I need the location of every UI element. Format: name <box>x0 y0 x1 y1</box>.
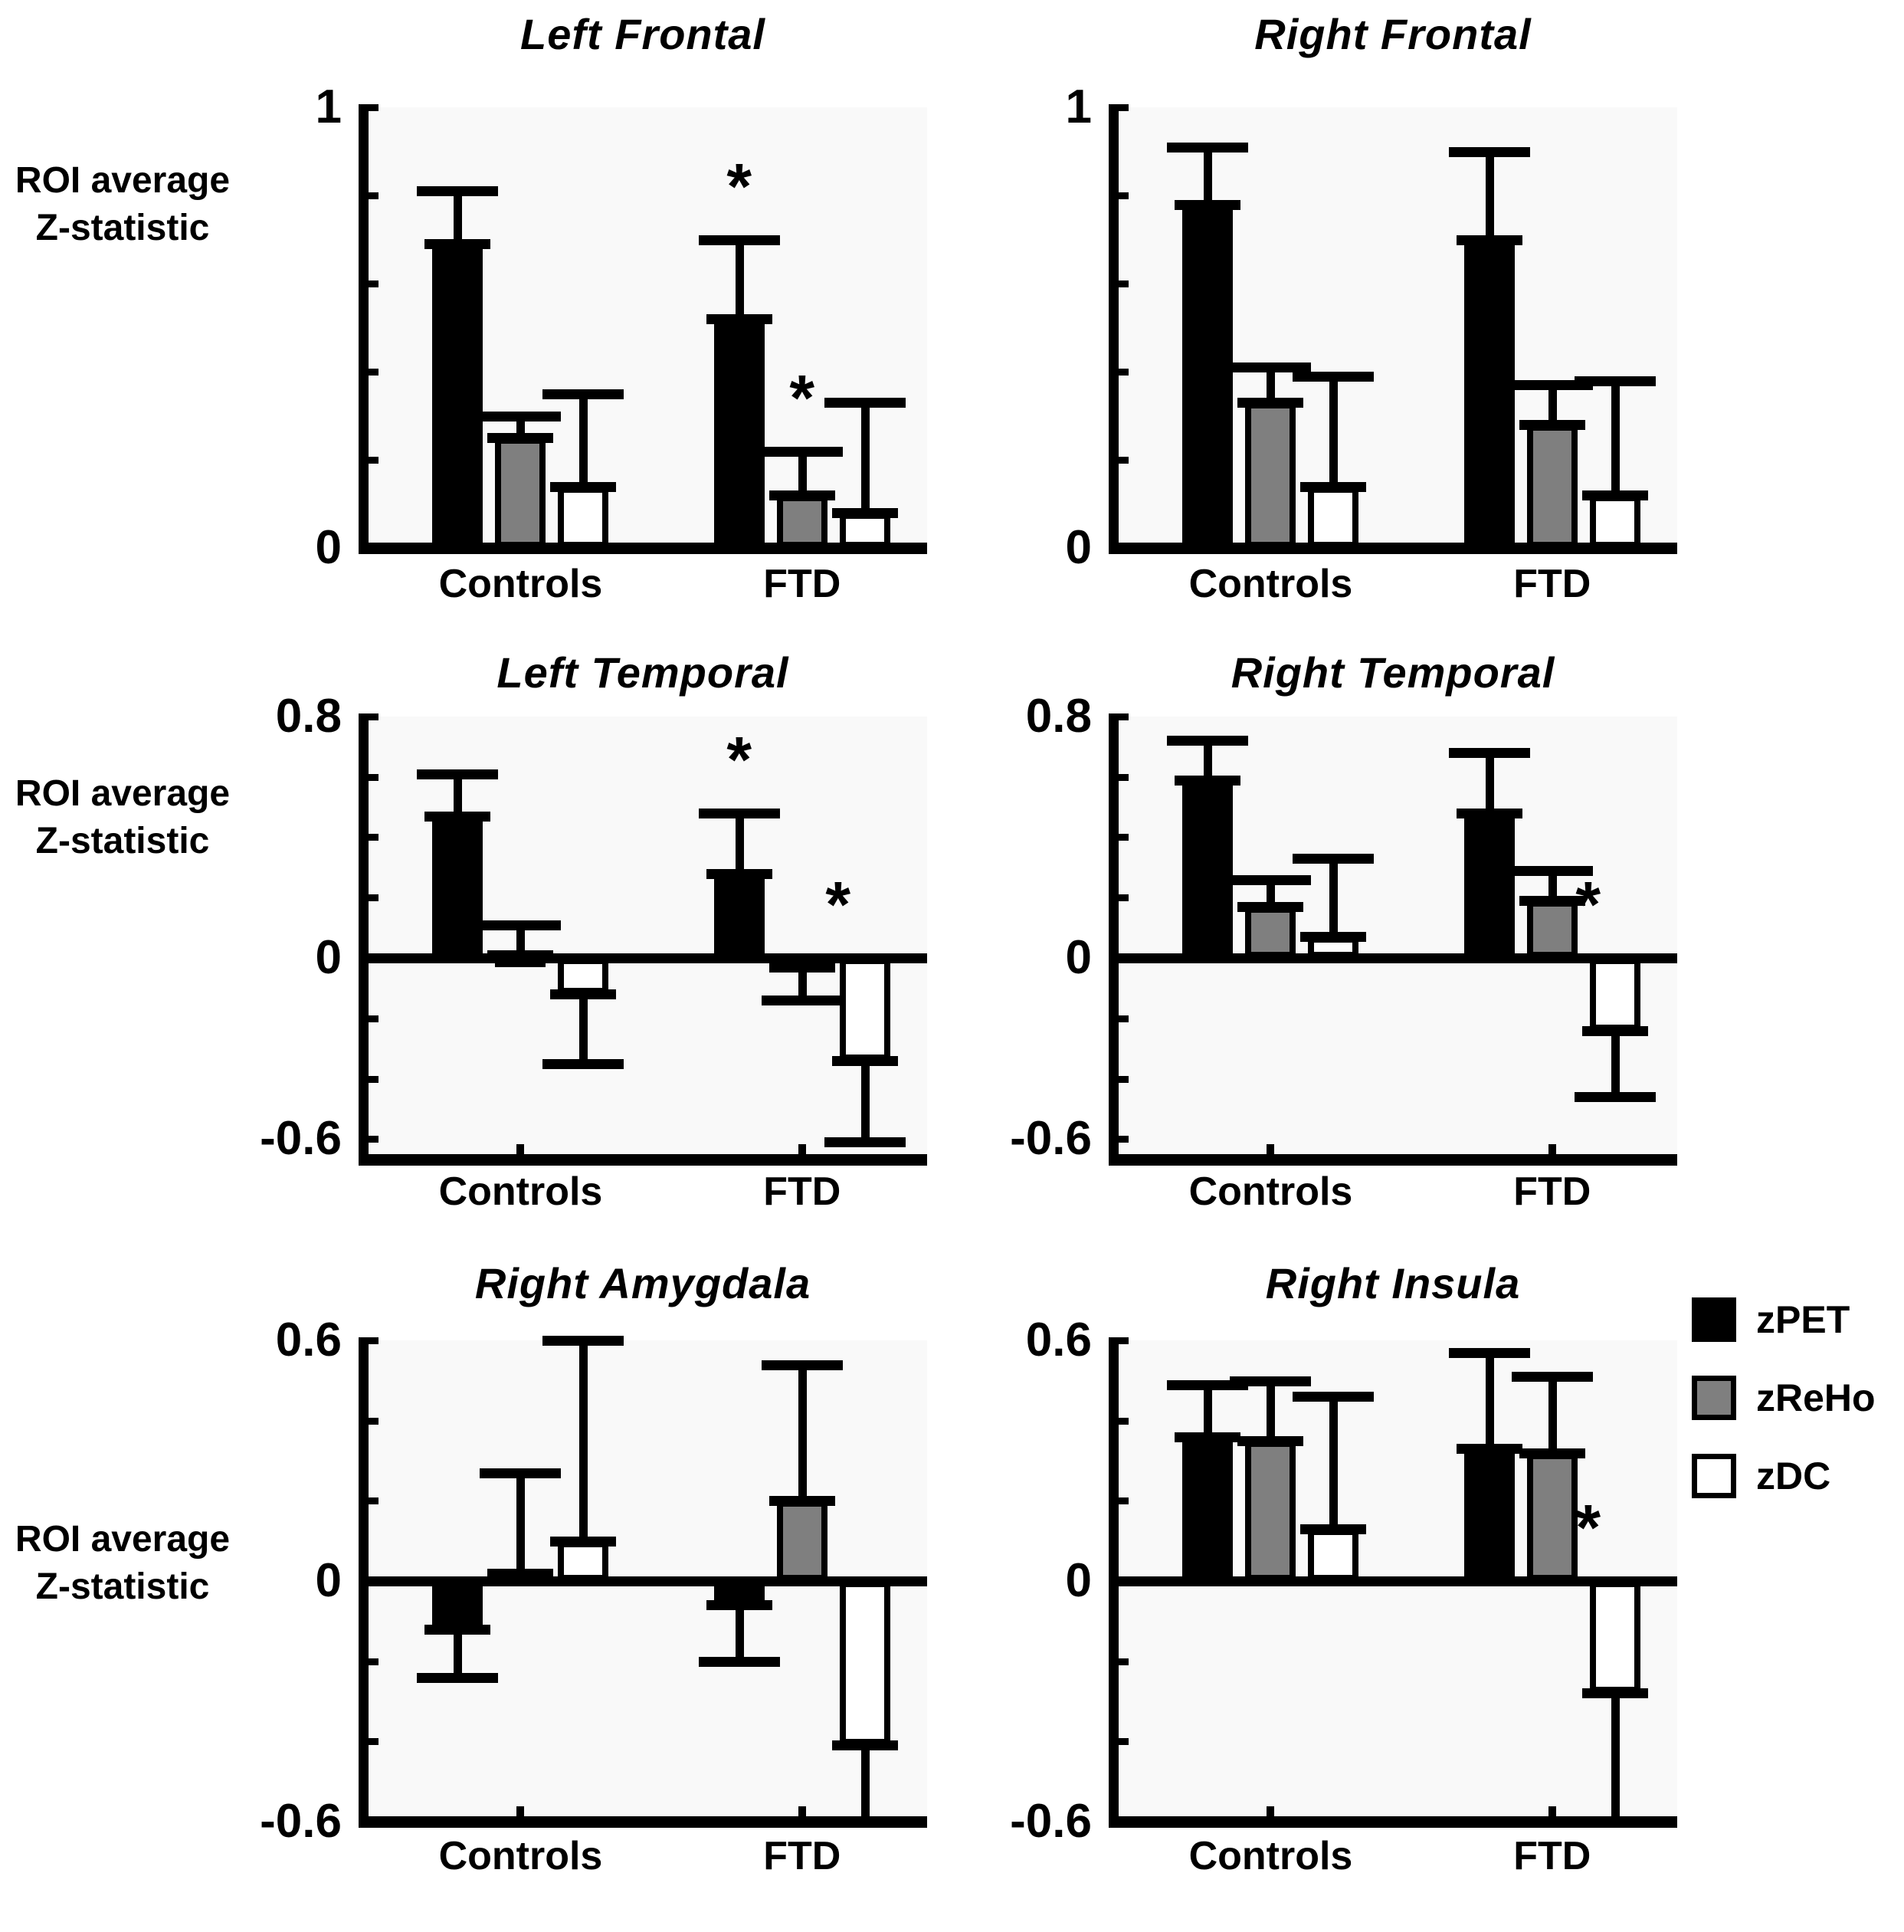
error-whisker-zpet-controls <box>454 774 462 816</box>
y-axis-label-line2: Z-statistic <box>35 1566 210 1608</box>
bar-zreho-ftd <box>1527 425 1578 548</box>
error-whisker-zreho-ftd <box>1548 385 1557 425</box>
error-cap-outer-zdc-controls <box>542 389 624 399</box>
y-tick-right-amygdala <box>359 1497 379 1504</box>
y-tick-right-frontal <box>1109 545 1129 552</box>
error-whisker-zpet-ftd <box>736 1605 744 1661</box>
error-cap-outer-zpet-controls <box>417 186 498 196</box>
y-axis-label-line1: ROI average <box>15 773 231 814</box>
x-group-tick-right-insula <box>1267 1806 1274 1819</box>
y-axis-label-row2 <box>0 770 245 866</box>
error-cap-inner-zreho-controls <box>487 950 553 960</box>
error-cap-outer-zdc-ftd <box>824 1137 906 1147</box>
x-category-label-ftd: FTD <box>1513 562 1591 606</box>
error-cap-inner-zpet-controls <box>1175 200 1240 210</box>
x-group-tick-left-temporal <box>798 1144 806 1156</box>
error-cap-outer-zreho-ftd <box>762 447 843 457</box>
legend-label-zdc: zDC <box>1756 1455 1831 1497</box>
zpet-swatch-icon <box>1692 1297 1736 1342</box>
y-tick-left-temporal <box>359 1136 379 1143</box>
x-category-label-controls: Controls <box>1188 1834 1353 1878</box>
panel-title-right-temporal: Right Temporal <box>1231 648 1555 697</box>
bar-zreho-controls <box>1245 907 1296 958</box>
error-whisker-zdc-ftd <box>1611 1031 1620 1097</box>
y-tick-right-temporal <box>1109 834 1129 841</box>
error-cap-outer-zpet-ftd <box>1449 748 1530 758</box>
y-tick-label-right-insula: 0.6 <box>1025 1314 1092 1367</box>
bar-zdc-ftd <box>1590 958 1640 1031</box>
error-cap-outer-zreho-controls <box>480 1468 561 1478</box>
error-cap-outer-zdc-ftd <box>824 398 906 408</box>
error-cap-outer-zdc-ftd <box>1575 1092 1656 1102</box>
y-tick-label-right-amygdala: 0.6 <box>275 1314 342 1367</box>
error-whisker-zreho-ftd <box>1548 1376 1557 1452</box>
y-tick-right-insula <box>1109 1497 1129 1504</box>
panel-title-left-temporal: Left Temporal <box>496 648 789 697</box>
x-category-label-ftd: FTD <box>763 1169 841 1214</box>
error-cap-outer-zpet-controls <box>417 769 498 779</box>
y-tick-label-right-frontal: 1 <box>1065 80 1092 133</box>
error-whisker-zdc-controls <box>1329 376 1338 487</box>
bar-zreho-ftd <box>777 495 827 548</box>
error-cap-outer-zdc-controls <box>542 1336 624 1346</box>
y-tick-label-left-frontal: 0 <box>315 521 342 574</box>
y-tick-right-insula <box>1109 1337 1129 1344</box>
y-axis-label-line2: Z-statistic <box>35 821 210 862</box>
error-whisker-zpet-ftd <box>1486 152 1494 240</box>
x-category-label-controls: Controls <box>438 1169 603 1214</box>
bar-zdc-controls <box>558 1541 608 1581</box>
significance-asterisk-zdc-ftd: * <box>1575 1491 1601 1563</box>
bar-zreho-controls <box>1245 1441 1296 1581</box>
x-group-tick-right-temporal <box>1548 1144 1556 1156</box>
error-cap-outer-zpet-ftd <box>699 809 780 818</box>
error-whisker-zpet-ftd <box>736 240 744 320</box>
y-tick-left-frontal <box>359 192 379 199</box>
y-tick-left-temporal <box>359 834 379 841</box>
y-tick-left-frontal <box>359 104 379 111</box>
error-cap-outer-zreho-controls <box>480 920 561 930</box>
y-tick-left-frontal <box>359 457 379 464</box>
bar-zpet-controls <box>432 816 483 958</box>
y-tick-label-right-amygdala: 0 <box>315 1554 342 1607</box>
y-tick-label-left-frontal: 1 <box>315 80 342 133</box>
panel-title-right-amygdala: Right Amygdala <box>474 1259 811 1307</box>
y-tick-left-frontal <box>359 369 379 376</box>
error-whisker-zdc-controls <box>1329 858 1338 936</box>
y-tick-label-right-amygdala: -0.6 <box>260 1794 342 1848</box>
x-category-label-controls: Controls <box>1188 1169 1353 1214</box>
bar-zpet-ftd <box>1464 240 1515 549</box>
error-cap-inner-zreho-ftd <box>769 490 835 500</box>
error-cap-outer-zreho-ftd <box>762 996 843 1005</box>
error-cap-outer-zpet-ftd <box>1449 147 1530 157</box>
y-tick-label-right-temporal: -0.6 <box>1010 1112 1092 1166</box>
error-whisker-zdc-ftd <box>861 1061 870 1142</box>
y-axis-left-temporal <box>359 717 369 1166</box>
x-category-label-controls: Controls <box>1188 562 1353 606</box>
error-cap-outer-zpet-ftd <box>1449 1348 1530 1358</box>
y-tick-right-amygdala <box>359 1578 379 1585</box>
bar-zpet-controls <box>1182 1437 1233 1581</box>
y-tick-left-temporal <box>359 894 379 901</box>
y-tick-label-right-temporal: 0.8 <box>1025 689 1092 743</box>
bar-zdc-ftd <box>840 1581 890 1745</box>
zdc-swatch-icon <box>1692 1454 1736 1498</box>
y-tick-right-frontal <box>1109 369 1129 376</box>
error-cap-outer-zreho-ftd <box>1512 1372 1593 1382</box>
y-axis-left-frontal <box>359 107 369 554</box>
legend-label-zreho: zReHo <box>1756 1376 1876 1419</box>
error-cap-outer-zpet-controls <box>1167 736 1248 746</box>
error-cap-outer-zreho-controls <box>1230 875 1311 885</box>
y-tick-left-temporal <box>359 955 379 962</box>
bar-zpet-controls <box>432 244 483 548</box>
error-cap-inner-zpet-controls <box>1175 776 1240 786</box>
y-tick-left-temporal <box>359 713 379 720</box>
x-category-label-ftd: FTD <box>763 562 841 606</box>
error-cap-inner-zdc-controls <box>550 482 616 492</box>
y-tick-label-right-frontal: 0 <box>1065 521 1092 574</box>
x-category-label-ftd: FTD <box>1513 1834 1591 1878</box>
error-cap-outer-zdc-controls <box>542 1059 624 1069</box>
zreho-swatch-icon <box>1692 1376 1736 1420</box>
error-whisker-zdc-ftd <box>1611 1693 1620 1821</box>
y-tick-left-temporal <box>359 1015 379 1022</box>
error-whisker-zdc-controls <box>579 394 588 487</box>
bar-zpet-ftd <box>714 874 765 958</box>
error-cap-outer-zpet-controls <box>417 1673 498 1683</box>
error-whisker-zreho-controls <box>516 1473 525 1573</box>
y-tick-right-frontal <box>1109 457 1129 464</box>
x-group-tick-right-amygdala <box>516 1806 524 1819</box>
error-whisker-zdc-controls <box>579 1340 588 1541</box>
error-cap-outer-zdc-controls <box>1293 1392 1374 1402</box>
bar-zdc-controls <box>1308 1529 1358 1581</box>
y-tick-right-temporal <box>1109 1015 1129 1022</box>
significance-asterisk-zpet-ftd: * <box>726 723 752 795</box>
error-cap-inner-zdc-ftd <box>1582 490 1648 500</box>
error-cap-inner-zdc-controls <box>1300 932 1366 942</box>
x-category-label-controls: Controls <box>438 562 603 606</box>
error-cap-inner-zpet-controls <box>1175 1432 1240 1442</box>
panel-title-left-frontal: Left Frontal <box>520 10 765 58</box>
legend-item-zdc <box>1692 1454 1876 1498</box>
significance-asterisk-zpet-ftd: * <box>726 149 752 222</box>
y-tick-right-temporal <box>1109 955 1129 962</box>
error-cap-outer-zreho-controls <box>1230 1376 1311 1386</box>
x-group-tick-right-temporal <box>1267 1144 1274 1156</box>
y-tick-right-frontal <box>1109 104 1129 111</box>
bar-zdc-ftd <box>840 958 890 1061</box>
error-cap-outer-zdc-controls <box>1293 372 1374 382</box>
error-whisker-zdc-controls <box>579 994 588 1064</box>
x-category-label-ftd: FTD <box>763 1834 841 1878</box>
y-axis-label-row3 <box>0 1516 245 1612</box>
y-tick-right-amygdala <box>359 1738 379 1745</box>
bar-zreho-controls <box>1245 402 1296 548</box>
panel-title-right-frontal: Right Frontal <box>1254 10 1532 58</box>
legend-item-zreho <box>1692 1376 1876 1420</box>
y-tick-right-insula <box>1109 1658 1129 1665</box>
x-category-label-controls: Controls <box>438 1834 603 1878</box>
legend <box>1692 1297 1876 1498</box>
y-tick-right-insula <box>1109 1819 1129 1825</box>
error-whisker-zreho-ftd <box>798 451 807 496</box>
y-tick-left-temporal <box>359 774 379 781</box>
bar-zpet-ftd <box>1464 813 1515 958</box>
error-whisker-zreho-controls <box>1267 1381 1275 1441</box>
y-tick-right-insula <box>1109 1578 1129 1585</box>
error-cap-inner-zpet-ftd <box>1457 235 1522 245</box>
y-tick-right-amygdala <box>359 1418 379 1425</box>
y-tick-label-right-temporal: 0 <box>1065 931 1092 984</box>
error-cap-outer-zdc-ftd <box>1575 1817 1656 1827</box>
y-tick-label-right-insula: 0 <box>1065 1554 1092 1607</box>
error-whisker-zpet-controls <box>1204 1385 1212 1437</box>
error-cap-inner-zpet-ftd <box>706 869 772 879</box>
y-tick-left-frontal <box>359 280 379 287</box>
y-tick-right-amygdala <box>359 1658 379 1665</box>
bar-zpet-controls <box>432 1581 483 1629</box>
error-cap-inner-zdc-ftd <box>1582 1688 1648 1698</box>
error-cap-inner-zreho-ftd <box>769 1496 835 1506</box>
error-whisker-zpet-controls <box>1204 147 1212 205</box>
y-axis-label-line1: ROI average <box>15 1519 231 1560</box>
x-group-tick-left-temporal <box>516 1144 524 1156</box>
y-axis-label-line1: ROI average <box>15 160 231 201</box>
x-axis-left-temporal <box>359 1154 927 1166</box>
panel-title-right-insula: Right Insula <box>1265 1259 1521 1307</box>
y-tick-right-amygdala <box>359 1819 379 1825</box>
error-whisker-zpet-ftd <box>1486 1353 1494 1449</box>
error-cap-inner-zdc-ftd <box>832 1056 898 1066</box>
error-cap-inner-zpet-ftd <box>706 1600 772 1610</box>
error-whisker-zpet-controls <box>454 191 462 244</box>
error-cap-inner-zreho-controls <box>1237 398 1303 408</box>
error-whisker-zdc-controls <box>1329 1396 1338 1529</box>
bar-zpet-ftd <box>1464 1448 1515 1581</box>
y-tick-right-temporal <box>1109 713 1129 720</box>
y-tick-right-amygdala <box>359 1337 379 1344</box>
y-tick-label-left-temporal: 0 <box>315 931 342 984</box>
error-cap-outer-zreho-ftd <box>762 1360 843 1370</box>
error-whisker-zpet-controls <box>454 1629 462 1678</box>
y-axis-label-line2: Z-statistic <box>35 208 210 249</box>
error-cap-inner-zreho-controls <box>487 1569 553 1579</box>
y-axis-label-row1 <box>0 157 245 253</box>
legend-item-zpet <box>1692 1297 1876 1342</box>
y-tick-label-right-insula: -0.6 <box>1010 1794 1092 1848</box>
legend-label-zpet: zPET <box>1756 1298 1850 1341</box>
y-tick-right-temporal <box>1109 894 1129 901</box>
error-cap-inner-zpet-ftd <box>1457 1444 1522 1454</box>
bar-zpet-controls <box>1182 205 1233 549</box>
bar-zpet-controls <box>1182 780 1233 958</box>
error-cap-inner-zpet-controls <box>424 239 490 249</box>
error-cap-inner-zdc-controls <box>550 1537 616 1547</box>
x-group-tick-right-amygdala <box>798 1806 806 1819</box>
significance-asterisk-zdc-ftd: * <box>825 868 851 940</box>
error-whisker-zreho-ftd <box>798 1365 807 1501</box>
bar-zdc-ftd <box>1590 1581 1640 1693</box>
y-axis-right-frontal <box>1109 107 1119 554</box>
y-tick-label-left-temporal: -0.6 <box>260 1112 342 1166</box>
error-cap-outer-zpet-controls <box>1167 143 1248 153</box>
bar-zdc-controls <box>1308 487 1358 549</box>
y-tick-left-temporal <box>359 1076 379 1083</box>
error-cap-inner-zreho-controls <box>487 433 553 443</box>
error-cap-inner-zdc-ftd <box>832 508 898 518</box>
error-whisker-zdc-ftd <box>1611 381 1620 496</box>
error-whisker-zpet-ftd <box>1486 753 1494 813</box>
bar-zreho-ftd <box>777 1501 827 1581</box>
error-cap-inner-zdc-ftd <box>1582 1026 1648 1036</box>
bar-zdc-ftd <box>1590 495 1640 548</box>
y-tick-left-frontal <box>359 545 379 552</box>
error-cap-inner-zreho-ftd <box>769 963 835 973</box>
y-tick-label-left-temporal: 0.8 <box>275 689 342 743</box>
y-tick-right-insula <box>1109 1738 1129 1745</box>
y-axis-right-temporal <box>1109 717 1119 1166</box>
error-cap-outer-zreho-controls <box>480 412 561 421</box>
x-axis-right-temporal <box>1109 1154 1677 1166</box>
error-whisker-zpet-controls <box>1204 740 1212 779</box>
error-cap-inner-zdc-ftd <box>832 1740 898 1750</box>
error-cap-inner-zreho-ftd <box>1519 420 1585 430</box>
significance-asterisk-zdc-ftd: * <box>1575 868 1601 940</box>
error-cap-inner-zreho-controls <box>1237 1436 1303 1446</box>
error-cap-outer-zdc-controls <box>1293 854 1374 864</box>
bar-zreho-controls <box>495 438 546 548</box>
y-tick-right-frontal <box>1109 192 1129 199</box>
y-tick-right-insula <box>1109 1418 1129 1425</box>
bar-zdc-controls <box>558 958 608 994</box>
error-cap-outer-zdc-ftd <box>1575 376 1656 386</box>
error-cap-inner-zpet-controls <box>424 1625 490 1635</box>
y-tick-right-temporal <box>1109 1136 1129 1143</box>
error-whisker-zpet-ftd <box>736 813 744 874</box>
error-cap-inner-zpet-ftd <box>706 314 772 324</box>
significance-asterisk-zreho-ftd: * <box>789 361 815 434</box>
error-cap-outer-zpet-ftd <box>699 1657 780 1667</box>
error-cap-inner-zdc-controls <box>550 989 616 999</box>
error-whisker-zdc-ftd <box>861 1745 870 1821</box>
error-cap-inner-zdc-controls <box>1300 1524 1366 1534</box>
x-group-tick-right-insula <box>1548 1806 1556 1819</box>
y-tick-right-temporal <box>1109 1076 1129 1083</box>
error-cap-inner-zreho-ftd <box>1519 1448 1585 1458</box>
error-cap-inner-zpet-ftd <box>1457 809 1522 818</box>
y-tick-right-temporal <box>1109 774 1129 781</box>
error-whisker-zdc-ftd <box>861 402 870 513</box>
x-category-label-ftd: FTD <box>1513 1169 1591 1214</box>
error-cap-inner-zpet-controls <box>424 812 490 822</box>
bar-zpet-ftd <box>714 319 765 548</box>
y-tick-right-frontal <box>1109 280 1129 287</box>
bar-zdc-controls <box>558 487 608 549</box>
error-cap-inner-zdc-controls <box>1300 482 1366 492</box>
error-cap-outer-zdc-ftd <box>824 1817 906 1827</box>
error-cap-outer-zpet-ftd <box>699 235 780 245</box>
error-cap-inner-zreho-controls <box>1237 902 1303 912</box>
